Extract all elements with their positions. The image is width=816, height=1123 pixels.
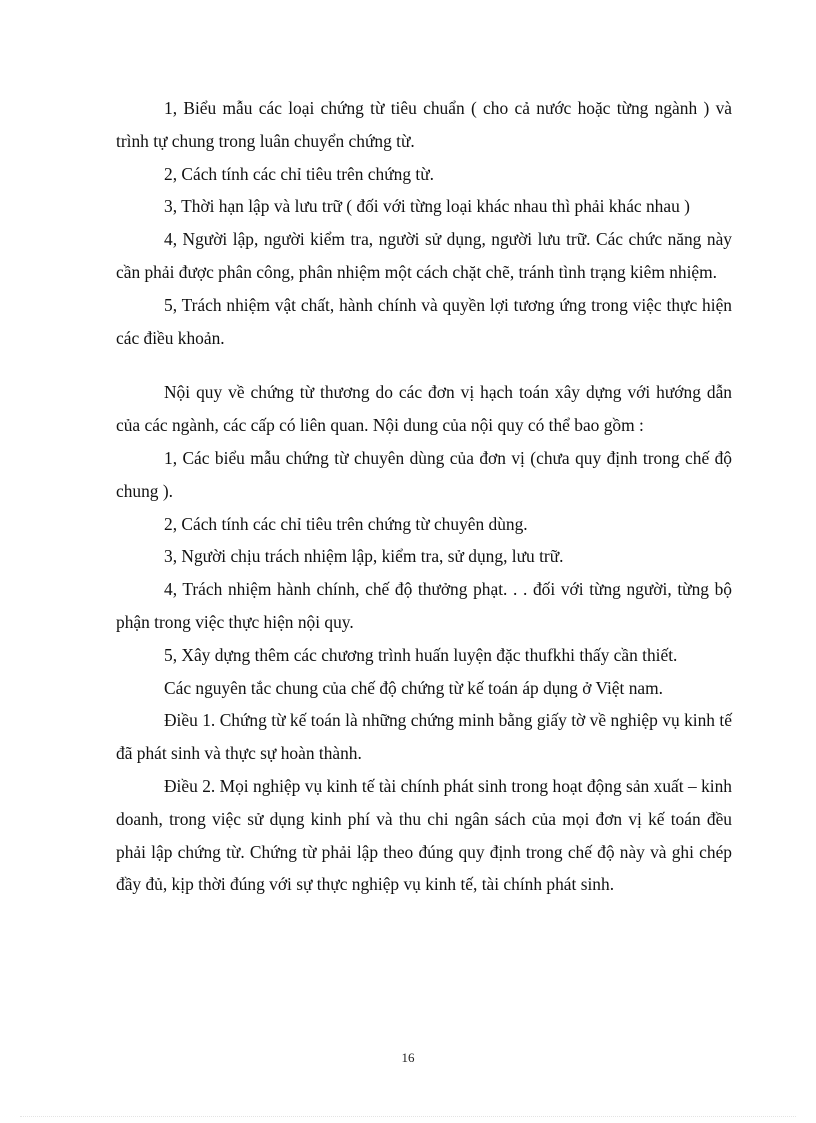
paragraph-article-2: Điều 2. Mọi nghiệp vụ kinh tế tài chính phát sinh trong hoạt động sản xuất – kinh doanh, trong việc sử dụng kinh phí và thu chi ngân sách của mọi đơn vị kế toán đều phải lập chứng từ. Chứng từ phải lập theo đúng quy định trong chế độ này và ghi chép đầy đủ, kịp thời đúng với sự thực nghiệp vụ kinh tế, tài chính phát sinh. (116, 775, 732, 895)
page-bottom-divider (20, 1116, 796, 1117)
paragraph-item-3-retention: 3, Thời hạn lập và lưu trữ ( đối với từng loại khác nhau thì phải khác nhau ) (164, 196, 690, 217)
paragraph-rule-5-training: 5, Xây dựng thêm các chương trình huấn luyện đặc thufkhi thấy cần thiết. (164, 644, 678, 665)
document-body (116, 92, 732, 901)
paragraph-article-1: Điều 1. Chứng từ kế toán là những chứng minh bằng giấy tờ về nghiệp vụ kinh tế đã phát sinh và thực sự hoàn thành. (116, 710, 732, 764)
paragraph-rule-4-administrative: 4, Trách nhiệm hành chính, chế độ thưởng phạt. . . đối với từng người, từng bộ phận trong việc thực hiện nội quy. (116, 579, 732, 632)
paragraph-rule-3-responsible-person: 3, Người chịu trách nhiệm lập, kiểm tra, sử dụng, lưu trữ. (164, 546, 564, 567)
paragraph-item-4-responsibilities: 4, Người lập, người kiểm tra, người sử dụng, người lưu trữ. Các chức năng này cần phải được phân công, phân nhiệm một cách chặt chẽ, tránh tình trạng kiêm nhiệm. (116, 229, 732, 282)
paragraph-item-2-calculation: 2, Cách tính các chỉ tiêu trên chứng từ. (164, 163, 434, 184)
paragraph-rule-1-special-forms: 1, Các biểu mẫu chứng từ chuyên dùng của đơn vị (chưa quy định trong chế độ chung ). (116, 447, 732, 501)
paragraph-general-principles: Các nguyên tắc chung của chế độ chứng từ kế toán áp dụng ở Việt nam. (164, 677, 663, 698)
paragraph-internal-rules-intro: Nội quy về chứng từ thương do các đơn vị hạch toán xây dựng với hướng dẫn của các ngành, các cấp có liên quan. Nội dung của nội quy có thể bao gồm : (116, 382, 732, 436)
page-number: 16 (401, 1050, 415, 1065)
paragraph-rule-2-calculation: 2, Cách tính các chỉ tiêu trên chứng từ chuyên dùng. (164, 513, 528, 534)
paragraph-item-1-forms: 1, Biểu mẫu các loại chứng từ tiêu chuẩn ( cho cả nước hoặc từng ngành ) và trình tự chung trong luân chuyển chứng từ. (116, 98, 732, 151)
paragraph-spacer (116, 354, 732, 376)
paragraph-item-5-liability: 5, Trách nhiệm vật chất, hành chính và quyền lợi tương ứng trong việc thực hiện các điều khoản. (116, 294, 732, 348)
